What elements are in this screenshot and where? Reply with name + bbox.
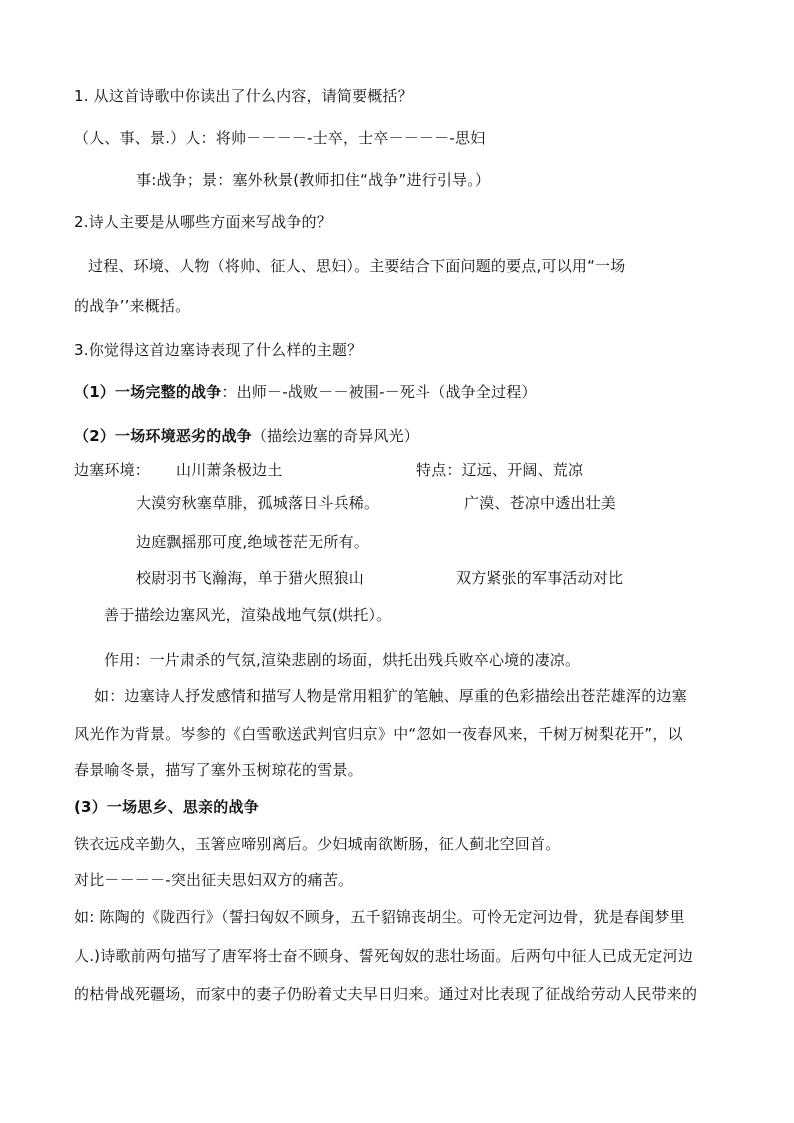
q2-answer-line2: 的战争’’来概括。 [74, 297, 191, 315]
q3-point1-detail: ：出师－-战败－－被围-－死斗（战争全过程） [221, 383, 537, 401]
q2-title: 2.诗人主要是从哪些方面来写战争的？ [74, 213, 332, 231]
env-line3: 边庭飘摇那可度,绝域苍茫无所有。 [136, 533, 369, 551]
q3-point3-example-line3: 的枯骨战死疆场，而家中的妻子仍盼着丈夫早日归来。通过对比表现了征战给劳动人民带来的 [74, 985, 698, 1003]
feature-2: 广漠、苍凉中透出壮美 [464, 494, 617, 512]
q3-point2-heading: （2）一场环境恶劣的战争 [74, 427, 252, 445]
q3-point3-poem: 铁衣远戍辛勤久，玉箸应啼别离后。少妇城南欲断肠，征人蓟北空回首。 [74, 835, 561, 853]
q3-point1 [74, 382, 537, 402]
env-line2: 大漠穷秋塞草腓，孤城落日斗兵稀。 [136, 494, 380, 512]
q3-title: 3.你觉得这首边塞诗表现了什么样的主题？ [74, 341, 363, 359]
q3-point3-example-line2: 人.)诗歌前两句描写了唐军将士奋不顾身、誓死匈奴的悲壮场面。后两句中征人已成无定河边 [74, 947, 694, 965]
feature-3: 双方紧张的军事活动对比 [456, 569, 624, 587]
env-line1: 山川萧条极边土 [176, 461, 283, 479]
q3-point3-contrast: 对比－－－－-突出征夫思妇双方的痛苦。 [74, 871, 354, 889]
skill-note: 善于描绘边塞风光，渲染战地气氛(烘托）。 [104, 606, 392, 624]
q1-event-scene: 事:战争；景：塞外秋景(教师扣住“战争”进行引导。） [136, 171, 491, 189]
example-line1: 如：边塞诗人抒发感情和描写人物是常用粗犷的笔触、厚重的色彩描绘出苍茫雄浑的边塞 [94, 687, 687, 705]
q3-point2 [74, 426, 419, 446]
q3-point1-heading: （1）一场完整的战争 [74, 383, 222, 401]
env-label: 边塞环境： [74, 461, 151, 479]
example-line3: 春景喻冬景，描写了塞外玉树琼花的雪景。 [74, 761, 363, 779]
q1-title: 1. 从这首诗歌中你读出了什么内容，请简要概括？ [74, 87, 413, 105]
q2-answer-line1: 过程、环境、人物（将帅、征人、思妇）。主要结合下面问题的要点,可以用“一场 [88, 257, 626, 275]
q1-people: （人、事、景.）人：将帅－－－－-士卒，士卒－－－－-思妇 [74, 129, 486, 147]
q3-point2-detail: （描绘边塞的奇异风光） [251, 427, 420, 445]
effect-note: 作用：一片肃杀的气氛,渲染悲剧的场面，烘托出残兵败卒心境的凄凉。 [104, 651, 581, 669]
q3-point3-example-line1: 如: 陈陶的《陇西行》（誓扫匈奴不顾身，五千貂锦丧胡尘。可怜无定河边骨，犹是春闺梦里 [74, 908, 685, 926]
env-line4: 校尉羽书飞瀚海，单于猎火照狼山 [136, 569, 365, 587]
q3-point3-heading: (3）一场思乡、思亲的战争 [74, 798, 259, 816]
feature-1: 特点：辽远、开阔、荒凉 [416, 461, 584, 479]
example-line2: 风光作为背景。岑参的《白雪歌送武判官归京》中“忽如一夜春风来，千树万树梨花开”，以 [74, 725, 683, 743]
